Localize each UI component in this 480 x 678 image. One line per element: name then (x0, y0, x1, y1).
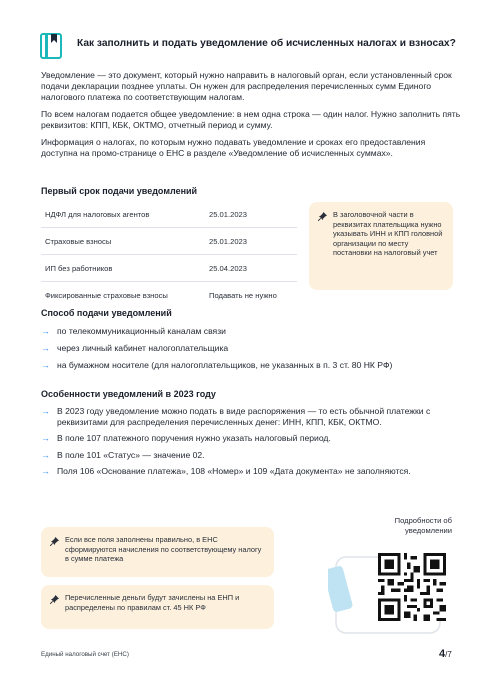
book-icon (40, 33, 62, 59)
list-item: → В поле 101 «Статус» — значение 02. (41, 449, 205, 460)
list-item: → по телекоммуникационный каналам связи (41, 326, 226, 336)
table-cell-date: Подавать не нужно (209, 290, 277, 300)
intro-paragraph-1: Уведомление — это документ, который нужно направить в налоговый орган, если установленный срок подачи декларации позднее уплаты. Он нужен для распределения перечисленных сумм Единого налогового платежа по соответствующим налогам. (41, 70, 452, 103)
callout-text: В заголовочной части в реквизитах плательщика нужно указывать ИНН и КПП головной организации по месту постановки на налоговый учет (333, 210, 443, 258)
list-item: → через личный кабинет налогоплательщика (41, 343, 229, 354)
callout-text: Перечисленные деньги будут зачислены на ЕНП и распределены по правилам ст. 45 НК РФ (65, 593, 240, 612)
methods-list (41, 326, 461, 378)
features-list (41, 406, 461, 482)
arrow-right-icon: → (41, 360, 50, 371)
table-row (41, 255, 297, 282)
table-cell-date: 25.01.2023 (205, 201, 297, 228)
list-item: → В 2023 году уведомление можно подать в виде распоряжения — то есть обычной платежки с реквизитами для распределения перечисленных денег: ИНН, КПП, КБК, ОКТМО. (41, 406, 431, 428)
arrow-right-icon: → (41, 326, 50, 336)
header-requisites-callout (309, 202, 453, 290)
arrow-right-icon: → (41, 465, 50, 476)
list-item: → В поле 107 платежного поручения нужно указать налоговый период. (41, 433, 331, 444)
table-row (41, 282, 297, 309)
qr-code[interactable] (378, 553, 446, 621)
intro-paragraph-2: По всем налогам подается общее уведомление: в нем одна строка — один налог. Нужно заполнить пять реквизитов: КПП, КБК, ОКТМО, отчетный период и сумму. (41, 109, 461, 131)
deadlines-title: Первый срок подачи уведомлений (41, 186, 198, 196)
table-cell-item: ИП без работников (41, 255, 205, 282)
intro-paragraph-3: Информация о налогах, по которым нужно подавать уведомление и сроках его предоставления доступна на промо-странице о ЕНС в разделе «Уведомление об исчисленных суммах». (41, 137, 426, 159)
features-title: Особенности уведомлений в 2023 году (41, 389, 216, 399)
distribution-callout (41, 585, 274, 629)
page-number: 4/7 (439, 648, 452, 660)
pin-icon (318, 212, 327, 221)
charges-callout (41, 527, 274, 577)
arrow-right-icon: → (41, 406, 50, 416)
table-cell-item: Фиксированные страховые взносы (45, 290, 168, 300)
list-item: → на бумажном носителе (для налогоплательщиков, не указанных в п. 3 ст. 80 НК РФ) (41, 360, 393, 371)
list-item: → Поля 106 «Основание платежа», 108 «Номер» и 109 «Дата документа» не заполняются. (41, 465, 411, 476)
arrow-right-icon: → (41, 343, 50, 354)
footer-title: Единый налоговый счет (ЕНС) (41, 651, 129, 658)
deadlines-table (41, 201, 297, 308)
table-cell-date: 25.01.2023 (205, 228, 297, 255)
table-cell-item: НДФЛ для налоговых агентов (41, 201, 205, 228)
methods-title: Способ подачи уведомлений (41, 308, 172, 318)
arrow-right-icon: → (41, 433, 50, 444)
table-row (41, 228, 297, 255)
page-title: Как заполнить и подать уведомление об исчисленных налогах и взносах? (77, 38, 456, 49)
table-cell-item: Страховые взносы (41, 228, 205, 255)
pin-icon (50, 595, 59, 604)
table-row (41, 201, 297, 228)
pin-icon (50, 537, 59, 546)
qr-caption: Подробности об уведомлении (394, 516, 452, 535)
arrow-right-icon: → (41, 449, 50, 460)
table-cell-date: 25.04.2023 (205, 255, 297, 282)
callout-text: Если все поля заполнены правильно, в ЕНС сформируются начисления по соответствующему налогу в сумме платежа (65, 535, 262, 564)
